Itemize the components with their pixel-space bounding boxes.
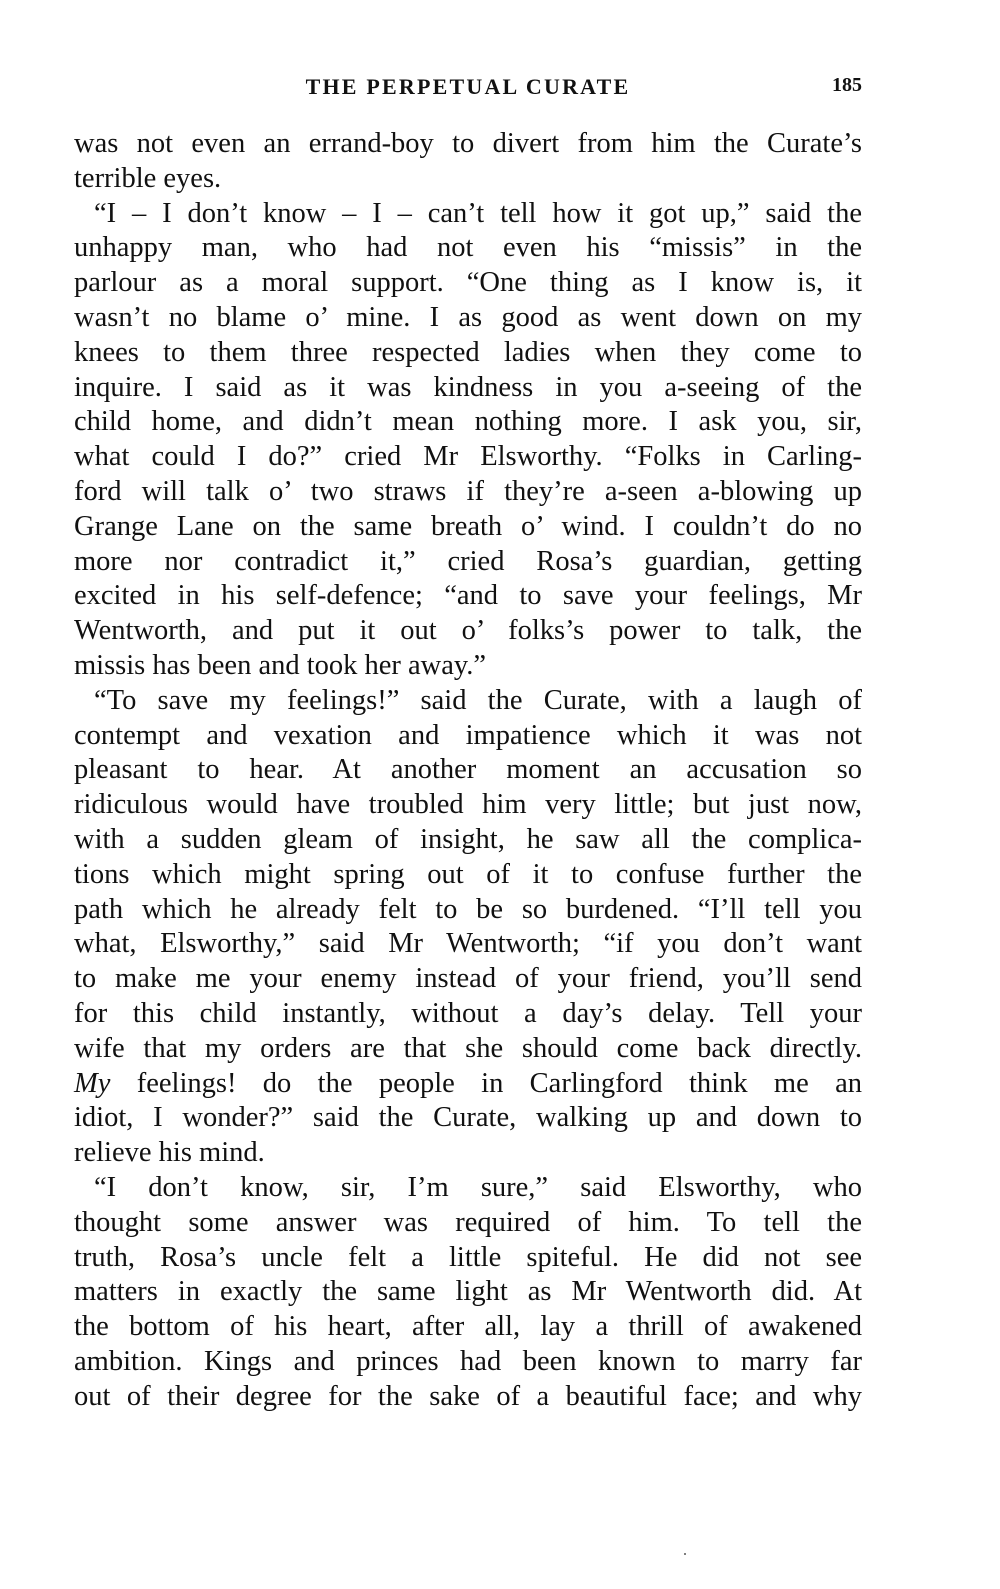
text-line xyxy=(74,1032,862,1067)
text-line xyxy=(74,1171,862,1206)
line-text: out of their degree for the sake of a beautiful face; and why xyxy=(74,1380,862,1412)
line-text: more nor contradict it,” cried Rosa’s guardian, getting xyxy=(74,545,862,577)
text-line xyxy=(74,231,862,266)
text-line xyxy=(74,475,862,510)
line-text: to make me your enemy instead of your friend, you’ll send xyxy=(74,963,862,995)
body-text xyxy=(74,127,862,1414)
text-line xyxy=(74,614,862,649)
text-line xyxy=(74,405,862,440)
line-text: knees to them three respected ladies when they come to xyxy=(74,336,862,368)
text-line xyxy=(74,1101,862,1136)
line-text: truth, Rosa’s uncle felt a little spiteful. He did not see xyxy=(74,1241,862,1273)
text-line xyxy=(74,1067,862,1102)
text-line xyxy=(74,301,862,336)
text-line xyxy=(74,1380,862,1415)
line-text: contempt and vexation and impatience which it was not xyxy=(74,719,862,751)
print-speck xyxy=(684,1553,686,1555)
line-text: for this child instantly, without a day’s delay. Tell your xyxy=(74,997,862,1029)
line-text: path which he already felt to be so burdened. “I’ll tell you xyxy=(74,893,862,925)
text-line xyxy=(74,788,862,823)
text-line xyxy=(74,371,862,406)
line-text: what could I do?” cried Mr Elsworthy. “Folks in Carling- xyxy=(74,441,862,473)
text-line xyxy=(74,753,862,788)
text-line xyxy=(74,545,862,580)
line-text: the bottom of his heart, after all, lay a thrill of awakened xyxy=(74,1311,862,1343)
text-line xyxy=(74,162,862,197)
line-text: pleasant to hear. At another moment an accusation so xyxy=(74,754,862,786)
line-text: “I – I don’t know – I – can’t tell how it got up,” said the xyxy=(94,197,862,229)
text-line xyxy=(74,1275,862,1310)
line-text: ford will talk o’ two straws if they’re a-seen a-blowing up xyxy=(74,475,862,507)
line-text: child home, and didn’t mean nothing more. I ask you, sir, xyxy=(74,406,862,438)
line-text: unhappy man, who had not even his “missis” in the xyxy=(74,232,862,264)
text-line xyxy=(74,510,862,545)
text-line xyxy=(74,1136,862,1171)
text-line xyxy=(74,684,862,719)
text-line xyxy=(74,649,862,684)
text-line xyxy=(74,579,862,614)
line-text: parlour as a moral support. “One thing as I know is, it xyxy=(74,267,862,299)
line-text: relieve his mind. xyxy=(74,1137,265,1169)
line-text: what, Elsworthy,” said Mr Wentworth; “if you don’t want xyxy=(74,928,862,960)
italic-word: My xyxy=(74,1067,111,1099)
line-text: excited in his self-defence; “and to save your feelings, Mr xyxy=(74,580,862,612)
text-line xyxy=(74,127,862,162)
line-text: missis has been and took her away.” xyxy=(74,649,487,681)
text-line xyxy=(74,336,862,371)
line-text: tions which might spring out of it to confuse further the xyxy=(74,858,862,890)
text-line xyxy=(74,962,862,997)
line-text: feelings! do the people in Carlingford think me an xyxy=(110,1067,862,1099)
line-text: terrible eyes. xyxy=(74,162,222,194)
text-line xyxy=(74,1206,862,1241)
text-line xyxy=(74,266,862,301)
text-line xyxy=(74,440,862,475)
line-text: wasn’t no blame o’ mine. I as good as went down on my xyxy=(74,301,862,333)
text-line xyxy=(74,927,862,962)
line-text: ridiculous would have troubled him very little; but just now, xyxy=(74,789,862,821)
text-line xyxy=(74,1241,862,1276)
page-header xyxy=(74,74,862,108)
line-text: Wentworth, and put it out o’ folks’s power to talk, the xyxy=(74,615,862,647)
text-line xyxy=(74,997,862,1032)
text-line xyxy=(74,823,862,858)
line-text: with a sudden gleam of insight, he saw all the complica- xyxy=(74,823,862,855)
line-text: idiot, I wonder?” said the Curate, walking up and down to xyxy=(74,1102,862,1134)
line-text: Grange Lane on the same breath o’ wind. I couldn’t do no xyxy=(74,510,862,542)
line-text: was not even an errand-boy to divert from him the Curate’s xyxy=(74,128,862,159)
line-text: inquire. I said as it was kindness in you a-seeing of the xyxy=(74,371,862,403)
text-line xyxy=(74,719,862,754)
text-line xyxy=(74,1310,862,1345)
running-title: THE PERPETUAL CURATE xyxy=(305,74,631,99)
text-line xyxy=(74,893,862,928)
line-text: thought some answer was required of him. To tell the xyxy=(74,1206,862,1238)
line-text: matters in exactly the same light as Mr Wentworth did. At xyxy=(74,1276,862,1308)
line-text: ambition. Kings and princes had been known to marry far xyxy=(74,1345,862,1377)
text-line xyxy=(74,1345,862,1380)
line-text: “To save my feelings!” said the Curate, with a laugh of xyxy=(94,684,862,716)
line-text: wife that my orders are that she should come back directly. xyxy=(74,1032,862,1064)
text-line xyxy=(74,858,862,893)
text-line xyxy=(74,197,862,232)
line-text: “I don’t know, sir, I’m sure,” said Elsworthy, who xyxy=(94,1171,862,1203)
page-number: 185 xyxy=(832,74,862,96)
